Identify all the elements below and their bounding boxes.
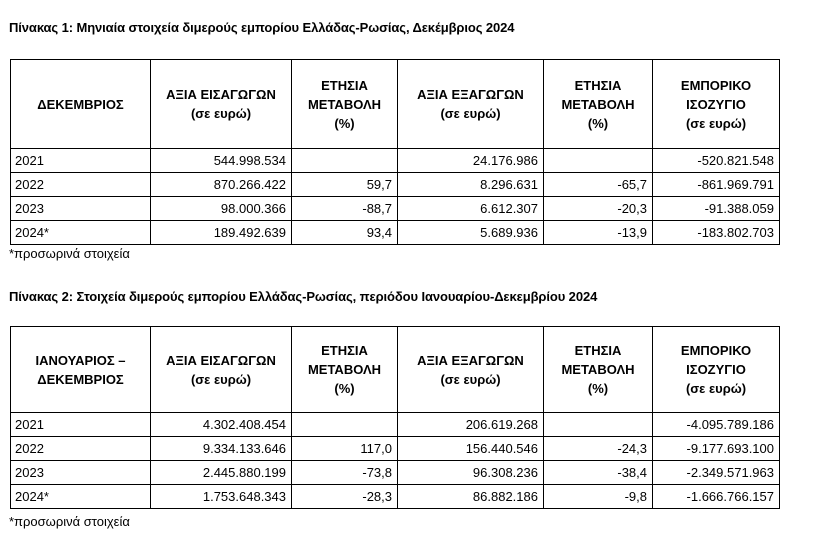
cell-imports-change: -28,3: [292, 485, 398, 509]
header-line: ΙΣΟΖΥΓΙΟ: [686, 96, 746, 112]
cell-imports-value: 2.445.880.199: [151, 461, 292, 485]
cell-imports-value: 870.266.422: [151, 173, 292, 197]
cell-exports-change: -9,8: [544, 485, 653, 509]
cell-exports-value: 86.882.186: [398, 485, 544, 509]
header-line: ΑΞΙΑ ΕΙΣΑΓΩΓΩΝ: [166, 87, 276, 102]
cell-imports-value: 544.998.534: [151, 149, 292, 173]
header-line: ΜΕΤΑΒΟΛΗ: [561, 362, 635, 377]
header-line: ΕΤΗΣΙΑ: [574, 77, 622, 93]
header-line: ΕΤΗΣΙΑ: [321, 77, 368, 93]
header-line: ΙΣΟΖΥΓΙΟ: [686, 362, 746, 377]
column-header-exports-value: [398, 327, 544, 413]
cell-imports-value: 189.492.639: [151, 221, 292, 245]
cell-imports-value: 98.000.366: [151, 197, 292, 221]
column-header-imports-change: [292, 60, 398, 149]
cell-period: 2022: [11, 437, 151, 461]
column-header-exports-value: [398, 60, 544, 149]
cell-imports-change: -73,8: [292, 461, 398, 485]
header-row: [11, 60, 780, 149]
cell-trade-balance: -520.821.548: [653, 149, 780, 173]
cell-exports-change: -65,7: [544, 173, 653, 197]
header-line: ΕΜΠΟΡΙΚΟ: [680, 77, 752, 93]
table-row: [11, 461, 780, 485]
header-line: ΔΕΚΕΜΒΡΙΟΣ: [37, 371, 124, 387]
cell-imports-change: -88,7: [292, 197, 398, 221]
cell-exports-change: [544, 149, 653, 173]
header-line: (σε ευρώ): [190, 106, 252, 121]
column-header-trade-balance: [653, 327, 780, 413]
cell-exports-change: [544, 413, 653, 437]
header-line: (σε ευρώ): [440, 106, 501, 121]
table-row: [11, 173, 780, 197]
header-line: (σε ευρώ): [190, 371, 252, 387]
cell-trade-balance: -4.095.789.186: [653, 413, 780, 437]
header-line: (σε ευρώ): [685, 381, 747, 396]
cell-imports-value: 9.334.133.646: [151, 437, 292, 461]
header-line: (%): [587, 115, 609, 131]
cell-exports-value: 6.612.307: [398, 197, 544, 221]
header-line: (%): [334, 115, 355, 131]
cell-imports-value: 4.302.408.454: [151, 413, 292, 437]
cell-imports-value: 1.753.648.343: [151, 485, 292, 509]
header-line: ΙΑΝΟΥΑΡΙΟΣ –: [35, 352, 126, 368]
cell-period: 2024*: [11, 221, 151, 245]
column-header-trade-balance: [653, 60, 780, 149]
column-header-exports-change: [544, 60, 653, 149]
header-line: ΑΞΙΑ ΕΙΣΑΓΩΓΩΝ: [166, 352, 276, 368]
cell-trade-balance: -91.388.059: [653, 197, 780, 221]
cell-period: 2021: [11, 413, 151, 437]
header-line: (σε ευρώ): [685, 115, 747, 131]
table1-footnote: *προσωρινά στοιχεία: [9, 246, 130, 261]
header-line: (%): [587, 381, 609, 396]
table1: [10, 59, 780, 245]
cell-trade-balance: -1.666.766.157: [653, 485, 780, 509]
cell-imports-change: 93,4: [292, 221, 398, 245]
cell-imports-change: 59,7: [292, 173, 398, 197]
cell-period: 2022: [11, 173, 151, 197]
header-line: ΜΕΤΑΒΟΛΗ: [561, 96, 635, 112]
header-line: ΕΤΗΣΙΑ: [574, 343, 622, 358]
table-row: [11, 149, 780, 173]
cell-period: 2024*: [11, 485, 151, 509]
column-header-imports-value: [151, 327, 292, 413]
column-header-imports-change: [292, 327, 398, 413]
cell-exports-value: 156.440.546: [398, 437, 544, 461]
cell-period: 2021: [11, 149, 151, 173]
column-header-period: [11, 60, 151, 149]
table2-caption: Πίνακας 2: Στοιχεία διμερούς εμπορίου Ελλάδας-Ρωσίας, περιόδου Ιανουαρίου-Δεκεμβρίου 2024: [9, 289, 598, 304]
header-line: ΕΜΠΟΡΙΚΟ: [680, 343, 752, 358]
cell-imports-change: 117,0: [292, 437, 398, 461]
cell-imports-change: [292, 413, 398, 437]
cell-exports-value: 206.619.268: [398, 413, 544, 437]
cell-trade-balance: -183.802.703: [653, 221, 780, 245]
cell-trade-balance: -2.349.571.963: [653, 461, 780, 485]
cell-trade-balance: -9.177.693.100: [653, 437, 780, 461]
header-line: (%): [334, 381, 355, 396]
header-line: ΕΤΗΣΙΑ: [321, 343, 368, 358]
header-line: ΑΞΙΑ ΕΞΑΓΩΓΩΝ: [417, 352, 524, 368]
header-row: [11, 327, 780, 413]
cell-exports-change: -24,3: [544, 437, 653, 461]
table-row: [11, 485, 780, 509]
table-row: [11, 413, 780, 437]
header-line: ΔΕΚΕΜΒΡΙΟΣ: [37, 96, 124, 112]
table-row: [11, 221, 780, 245]
cell-trade-balance: -861.969.791: [653, 173, 780, 197]
header-line: ΑΞΙΑ ΕΞΑΓΩΓΩΝ: [417, 87, 524, 102]
table2: [10, 326, 780, 509]
header-line: ΜΕΤΑΒΟΛΗ: [307, 362, 382, 377]
cell-exports-value: 96.308.236: [398, 461, 544, 485]
table1-caption: Πίνακας 1: Μηνιαία στοιχεία διμερούς εμπορίου Ελλάδας-Ρωσίας, Δεκέμβριος 2024: [9, 20, 515, 35]
cell-exports-change: -13,9: [544, 221, 653, 245]
header-line: (σε ευρώ): [440, 371, 501, 387]
cell-exports-value: 24.176.986: [398, 149, 544, 173]
cell-exports-change: -20,3: [544, 197, 653, 221]
cell-exports-value: 8.296.631: [398, 173, 544, 197]
cell-exports-value: 5.689.936: [398, 221, 544, 245]
cell-period: 2023: [11, 461, 151, 485]
column-header-exports-change: [544, 327, 653, 413]
header-line: ΜΕΤΑΒΟΛΗ: [307, 96, 382, 112]
column-header-period: [11, 327, 151, 413]
column-header-imports-value: [151, 60, 292, 149]
table-row: [11, 197, 780, 221]
cell-exports-change: -38,4: [544, 461, 653, 485]
table2-footnote: *προσωρινά στοιχεία: [9, 514, 130, 529]
cell-imports-change: [292, 149, 398, 173]
cell-period: 2023: [11, 197, 151, 221]
table-row: [11, 437, 780, 461]
